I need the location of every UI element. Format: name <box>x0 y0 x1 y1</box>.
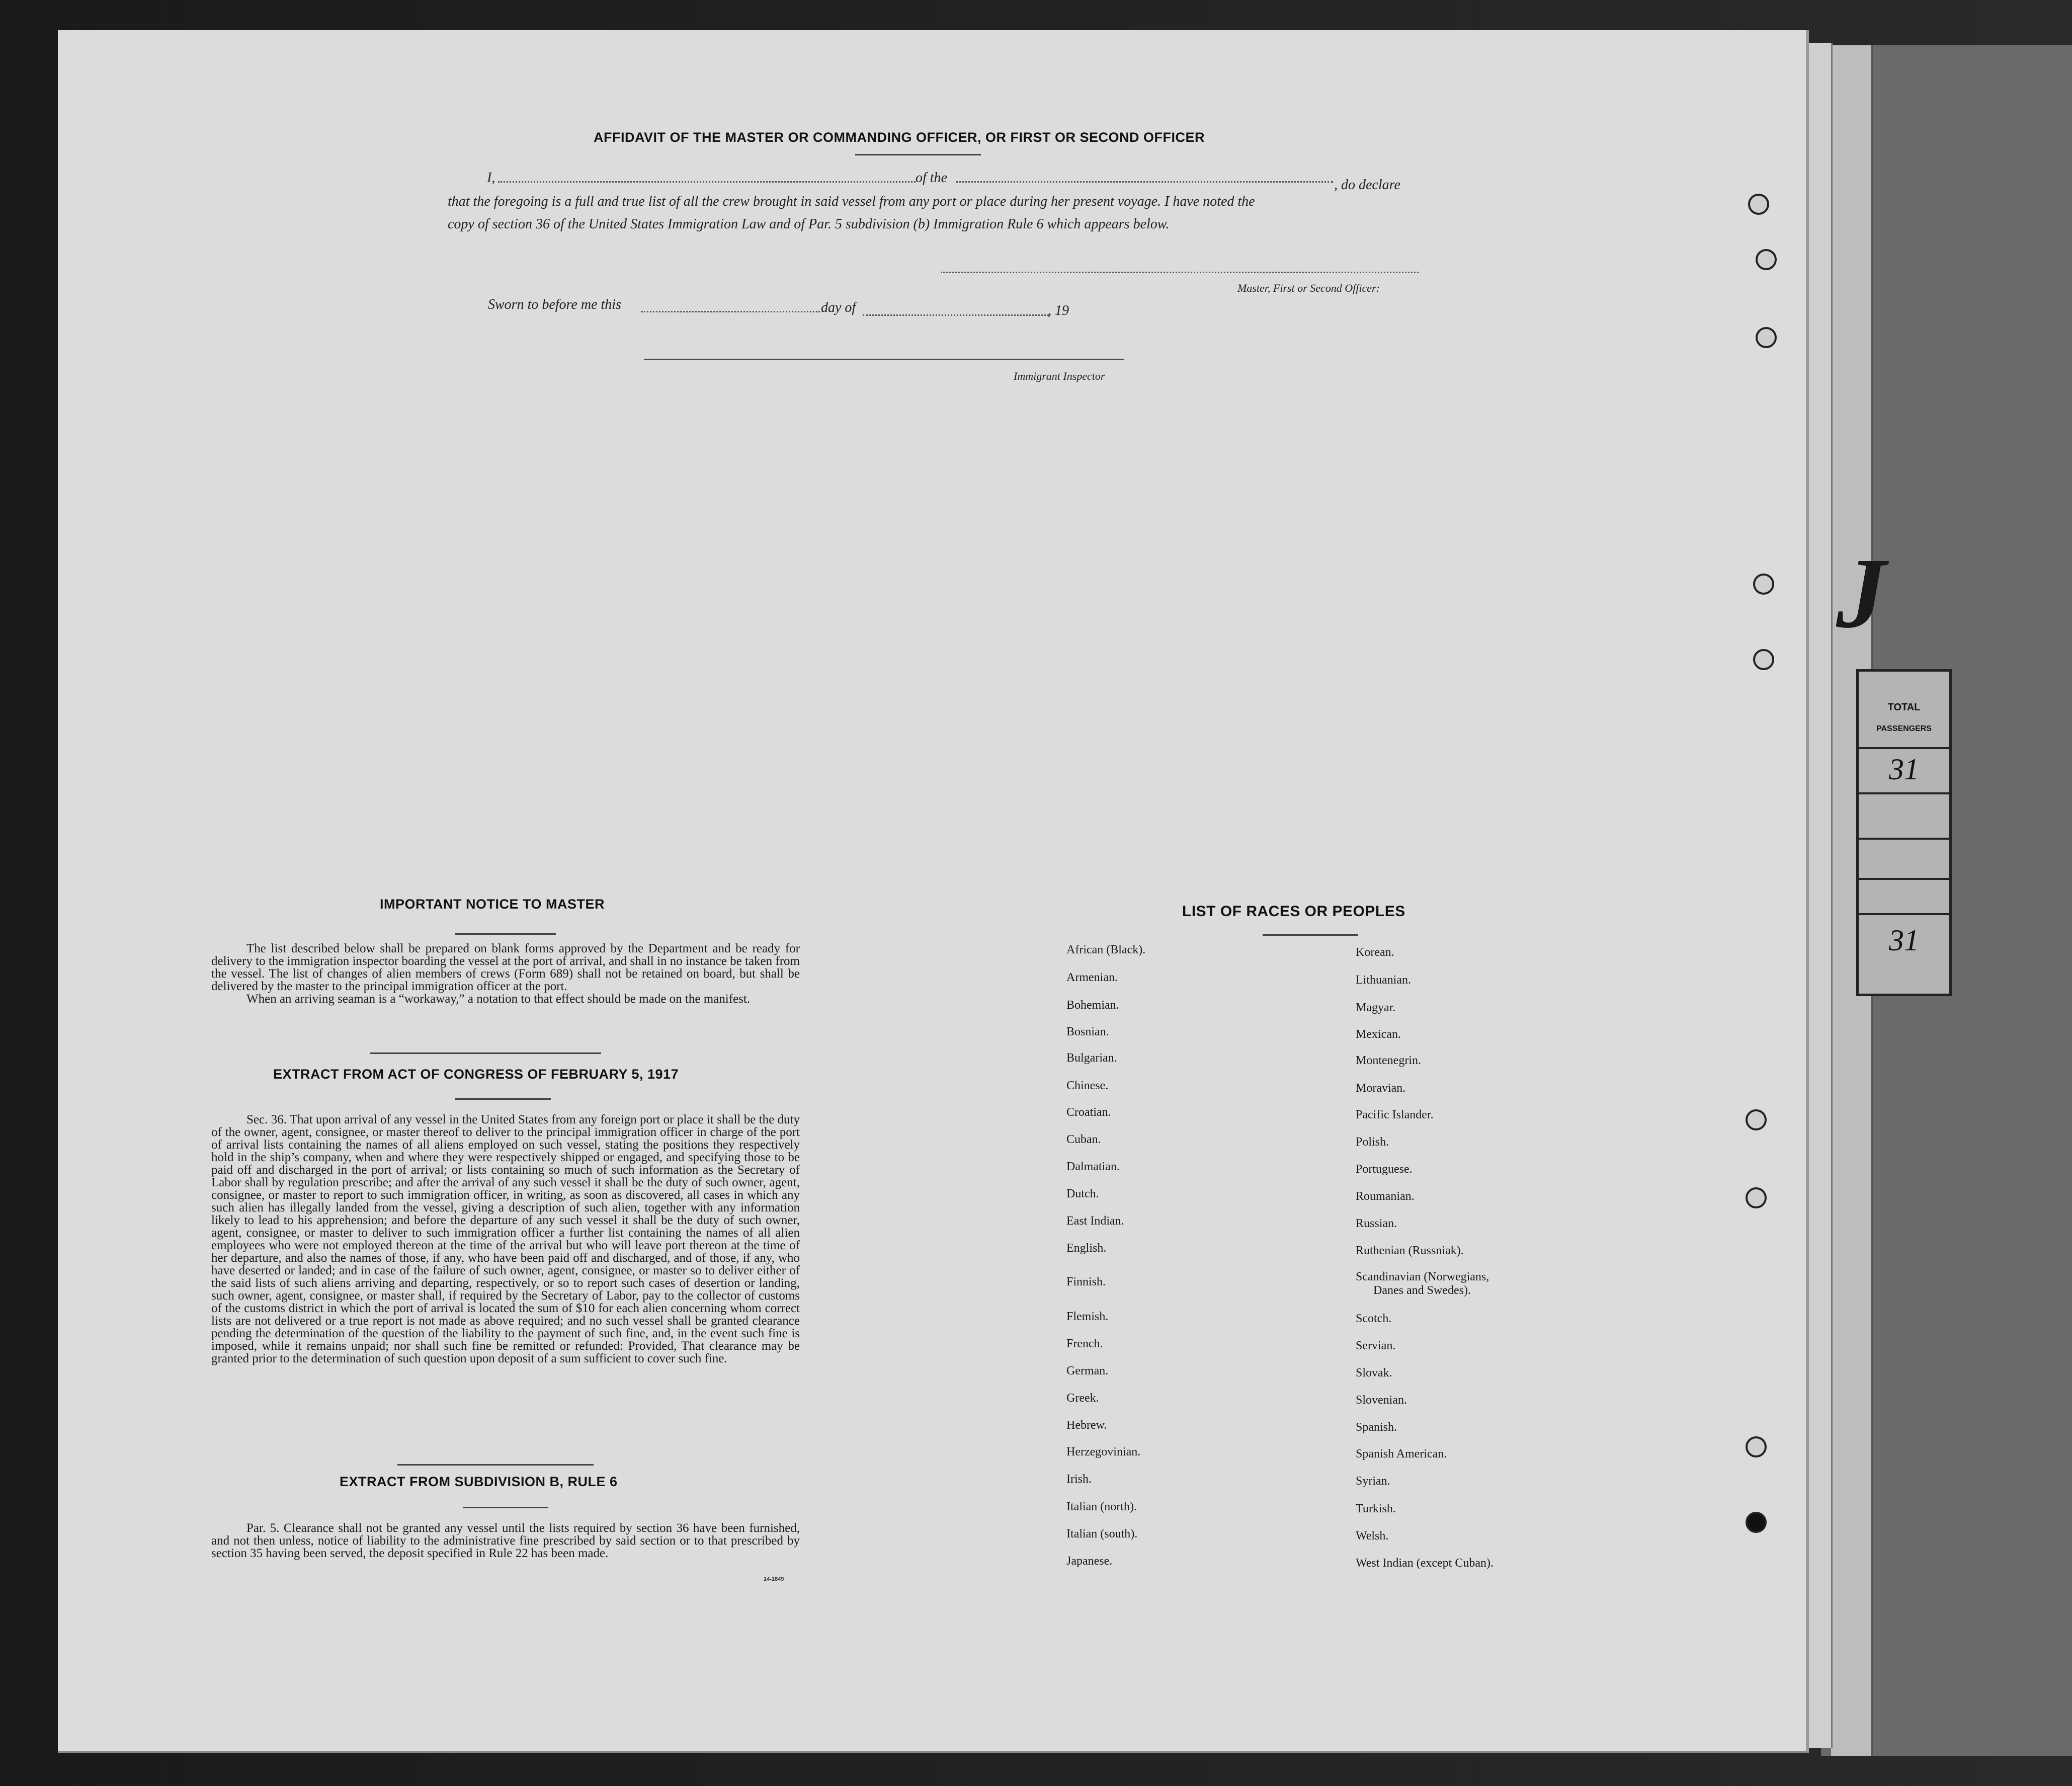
race-item-left: Dalmatian. <box>1066 1160 1120 1173</box>
binder-hole <box>1753 649 1774 670</box>
race-item-left: Chinese. <box>1066 1079 1109 1092</box>
sworn-day-blank[interactable] <box>641 311 820 312</box>
section-36-paragraph: Sec. 36. That upon arrival of any vessel in the United States from any foreign port or place it shall be the duty of the owner, agent, consignee, or master thereof to deliver to the principal immigration officer in charge of the port of arrival lists containing the names of all aliens employed on such vessel, stating the positions they respectively hold in the ship’s company, when and where they were respectively shipped or engaged, and specifying those to be paid off and discharged in the port of arrival; or lists containing so much of such information as the Secretary of Labor shall by regulation prescribe; and after the arrival of any such vessel it shall be the duty of such owner, agent, consignee, or master to report to such immigration officer, in writing, as soon as discovered, all cases in which any such alien has illegally landed from the vessel, giving a description of such alien, together with any information likely to lead to his apprehension; and before the departure of any such vessel it shall be the duty of such owner, agent, consignee, or master to deliver to such immigration officer a further list containing the names of all alien employees who were not employed thereon at the time of the arrival but who will leave port thereon at the time of her departure, and also the names of those, if any, who have been paid off and discharged, and of those, if any, who have deserted or landed; and in case of the failure of such owner, agent, consignee, or master so to deliver either of the said lists of such aliens arriving and departing, respectively, or so to report such cases of desertion or landing, such owner, agent, consignee, or master shall, if required by the Secretary of Labor, pay to the collector of customs of the customs district in which the port of arrival is located the sum of $10 for each alien concerning whom correct lists are not delivered or a true report is not made as above required; and no such vessel shall be granted clearance pending the determination of the question of the liability to the payment of such fine, and, in the event such fine is imposed, while it remains unpaid; nor shall such fine be remitted or refunded: Provided, That clearance may be granted prior to the determination of such question upon deposit of a sum sufficient to cover such fine. <box>211 1113 800 1365</box>
vessel-blank[interactable] <box>956 181 1333 183</box>
sworn-month-blank[interactable] <box>863 314 1049 316</box>
stub-rule <box>1859 913 1949 915</box>
race-item-right: Spanish American. <box>1356 1447 1447 1460</box>
race-item-right: Polish. <box>1356 1135 1389 1149</box>
affidavit-heading: AFFIDAVIT OF THE MASTER OR COMMANDING OFFICER, OR FIRST OR SECOND OFFICER <box>594 130 1205 145</box>
race-item-left: Armenian. <box>1066 971 1118 984</box>
section-rule <box>397 1464 594 1466</box>
race-item-right: Slovenian. <box>1356 1394 1407 1407</box>
binder-hole <box>1753 574 1774 595</box>
binder-hole <box>1756 327 1777 348</box>
race-item-left: Bulgarian. <box>1066 1051 1117 1065</box>
race-item-right: Magyar. <box>1356 1001 1396 1014</box>
inspector-signature-line[interactable] <box>644 359 1124 360</box>
race-item-left: Dutch. <box>1066 1187 1099 1200</box>
master-signature-blank[interactable] <box>941 272 1419 273</box>
stub-rule <box>1859 792 1949 794</box>
race-item-right: Ruthenian (Russniak). <box>1356 1244 1464 1257</box>
total-passengers-stub <box>1856 669 1952 996</box>
binder-hole <box>1746 1187 1767 1208</box>
race-item-right: Spanish. <box>1356 1421 1397 1434</box>
stub-rule <box>1859 838 1949 840</box>
form-code: 14-1849 <box>764 1576 784 1582</box>
race-item-right: West Indian (except Cuban). <box>1356 1557 1494 1570</box>
race-item-left: Japanese. <box>1066 1555 1113 1568</box>
year-label: , 19 <box>1048 303 1069 318</box>
name-blank[interactable] <box>498 181 916 183</box>
binder-hole <box>1748 194 1769 215</box>
race-item-left: Croatian. <box>1066 1106 1111 1119</box>
notice-heading: IMPORTANT NOTICE TO MASTER <box>380 897 605 912</box>
par-5-paragraph: Par. 5. Clearance shall not be granted any vessel until the lists required by section 36 have been furnished, and not then unless, notice of liability to the administrative fine prescribed by said section or to that prescribed by section 35 having been served, the deposit specified in Rule 22 has been made. <box>211 1521 800 1560</box>
race-item-right: Mexican. <box>1356 1028 1401 1041</box>
notice-text <box>211 942 800 1005</box>
extract-rule-text <box>211 1522 800 1560</box>
races-heading: LIST OF RACES OR PEOPLES <box>1182 903 1405 920</box>
stub-label-total: TOTAL <box>1887 702 1921 713</box>
extract-act-heading: EXTRACT FROM ACT OF CONGRESS OF FEBRUARY 5, 1917 <box>273 1067 679 1082</box>
extract-rule-heading: EXTRACT FROM SUBDIVISION B, RULE 6 <box>340 1474 618 1489</box>
stub-rule <box>1859 878 1949 880</box>
race-item-right: Russian. <box>1356 1217 1397 1230</box>
race-item-right: Slovak. <box>1356 1366 1392 1379</box>
extract-act-text <box>211 1113 800 1365</box>
section-rule <box>370 1052 601 1054</box>
race-item-left: German. <box>1066 1364 1109 1377</box>
affidavit-line-2: that the foregoing is a full and true list of all the crew brought in said vessel from any port or place during her present voyage. I have noted the <box>448 194 1255 209</box>
race-item-right: Montenegrin. <box>1356 1054 1421 1067</box>
binder-hole <box>1746 1512 1767 1533</box>
notice-paragraph-2: When an arriving seaman is a “workaway,” a notation to that effect should be made on the manifest. <box>246 992 751 1006</box>
affidavit-i-label: I, <box>487 170 495 186</box>
heading-rule <box>455 933 556 935</box>
inspector-caption: Immigrant Inspector <box>1014 370 1105 382</box>
stub-rule <box>1859 747 1949 749</box>
binder-hole <box>1746 1436 1767 1457</box>
race-item-left: French. <box>1066 1337 1103 1350</box>
affidavit-do-declare: , do declare <box>1334 177 1400 193</box>
race-item-right: Turkish. <box>1356 1502 1396 1515</box>
binder-hole <box>1746 1109 1767 1130</box>
stub-value-2: 31 <box>1889 924 1919 957</box>
race-item-left: Finnish. <box>1066 1275 1106 1288</box>
heading-rule <box>463 1507 548 1508</box>
race-item-left: Italian (south). <box>1066 1527 1138 1540</box>
race-item-left: Irish. <box>1066 1473 1092 1486</box>
race-item-right: Roumanian. <box>1356 1190 1415 1203</box>
stub-label-passengers: PASSENGERS <box>1876 724 1932 733</box>
race-item-left: Flemish. <box>1066 1310 1109 1323</box>
race-item-left: Herzegovinian. <box>1066 1445 1141 1458</box>
race-item-left: English. <box>1066 1242 1107 1255</box>
race-item-left: East Indian. <box>1066 1214 1124 1228</box>
race-item-right: Scotch. <box>1356 1312 1392 1325</box>
race-item-right: Welsh. <box>1356 1529 1389 1543</box>
race-item-left: Hebrew. <box>1066 1419 1107 1432</box>
manifest-page <box>58 30 1809 1753</box>
race-item-right: Korean. <box>1356 946 1394 959</box>
race-item-left: Bohemian. <box>1066 999 1119 1012</box>
race-item-left: Cuban. <box>1066 1133 1101 1146</box>
race-item-left: African (Black). <box>1066 943 1146 956</box>
race-item-left: Italian (north). <box>1066 1500 1137 1513</box>
race-item-right: Servian. <box>1356 1339 1396 1352</box>
heading-rule <box>1263 934 1358 936</box>
handwritten-mark: J <box>1836 538 1886 649</box>
race-item-right: Danes and Swedes). <box>1373 1284 1471 1297</box>
race-item-right: Scandinavian (Norwegians, <box>1356 1270 1489 1283</box>
race-item-left: Greek. <box>1066 1392 1099 1405</box>
affidavit-line-3: copy of section 36 of the United States Immigration Law and of Par. 5 subdivision (b) Immigration Rule 6 which appears below. <box>448 216 1170 232</box>
race-item-right: Syrian. <box>1356 1475 1390 1488</box>
affidavit-of-the-label: of the <box>916 170 947 186</box>
day-of-label: day of <box>821 300 856 315</box>
race-item-left: Bosnian. <box>1066 1025 1109 1038</box>
stub-value-1: 31 <box>1889 753 1919 786</box>
sworn-label: Sworn to before me this <box>488 297 621 312</box>
master-signature-caption: Master, First or Second Officer: <box>1237 282 1380 294</box>
race-item-right: Portuguese. <box>1356 1163 1413 1176</box>
heading-rule <box>455 1098 551 1100</box>
binder-hole <box>1756 249 1777 270</box>
heading-rule <box>855 154 981 155</box>
race-item-right: Lithuanian. <box>1356 973 1411 987</box>
race-item-right: Pacific Islander. <box>1356 1108 1434 1121</box>
notice-paragraph-1: The list described below shall be prepared on blank forms approved by the Department and be ready for delivery to the immigration inspector boarding the vessel at the port of arrival, and shall in no instance be taken from the vessel. The list of changes of alien members of crews (Form 689) shall not be retained on board, but shall be delivered by the master to the principal immigration officer at the port. <box>211 942 800 993</box>
race-item-right: Moravian. <box>1356 1082 1406 1095</box>
